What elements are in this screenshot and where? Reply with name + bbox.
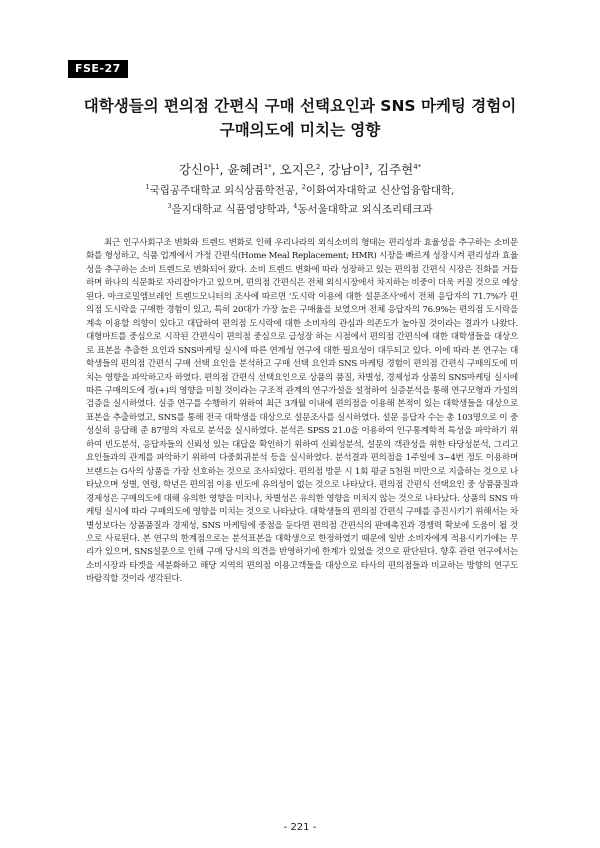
author-name: 강신아 [178, 162, 216, 178]
affiliation-line-1 [40, 180, 560, 199]
title-line-1: 대학생들의 편의점 간편식 구매 선택요인과 SNS 마케팅 경험이 [83, 97, 517, 115]
author-sup: 1 [215, 163, 220, 171]
author-list: 강신아$^1$, 윤혜려$^{1*}$, 오지은$^2$, 강남이$^3$, 김주현$^{4*}$ [178, 162, 422, 178]
affiliation-sup: 1 [145, 183, 150, 191]
affiliation-line-2 [40, 199, 560, 218]
affiliation-text: 동서울대학교 외식조리테크과 [297, 203, 433, 215]
affiliation-sup: 2 [301, 183, 306, 191]
session-code-badge: FSE-27 [68, 60, 128, 78]
affiliation-text: 국립공주대학교 외식상품학전공, [149, 184, 302, 197]
author-name: 윤혜려 [227, 162, 264, 178]
author-sup: 1* [263, 163, 272, 171]
author-name: 오지은 [279, 162, 316, 178]
title-line-2: 구매의도에 미치는 영향 [219, 121, 381, 139]
author-name: 김주현 [376, 162, 414, 178]
page-number: - 221 - [283, 822, 317, 833]
author-name: 강남이 [328, 162, 365, 178]
author-sup: 2 [315, 163, 321, 171]
affiliation-text: 을지대학교 식품영양학과, [171, 203, 294, 215]
affiliation-text: 이화여자대학교 신산업융합대학, [305, 184, 455, 197]
author-sup: 4* [413, 163, 422, 171]
paper-title [40, 94, 560, 142]
author-sup: 3 [364, 163, 369, 171]
affiliations [40, 180, 560, 217]
affiliation-sup: 4 [293, 201, 298, 210]
abstract-body: 최근 인구사회구조 변화와 트렌드 변화로 인해 우리나라의 외식소비의 형태는 편리성과 효율성을 추구하는 소비문화를 형성하고, 식품 업계에서 가정 간편식(Home Meal Replacement; HMR) 시장을 빠르게 성장시켜 편리성과 효율성을 추구하는 소비 트렌드로 변화되어 왔다. 소비 트렌드 변화에 따라 성장하고 있는 편의점 간편식 시장은 진화를 거듭하며 하나의 식문화로 자리잡아가고 있으며, 편의점 간편식은 전체 외식시장에서 차지하는 비중이 더욱 커질 것으로 예상된다. 마크로밀엠브레인 트렌드모니터의 조사에 따르면 '도시락 이용에 대한 설문조사'에서 전체 응답자의 71.7%가 편의점 도시락을 구매한 경험이 있고, 특히 20대가 가장 높은 구매율을 보였으며 전체 응답자의 76.9%는 편의점 도시락을 계속 이용할 의향이 있다고 대답하여 편의점 도시락에 대한 소비자의 관심과 의존도가 높아질 것이라는 결과가 나왔다. 대형마트를 중심으로 시작된 간편식이 편의점 중심으로 급성장 하는 시점에서 편의점 간편식에 대한 대학생들을 대상으로 표본을 추출한 요인과 SNS마케팅 실시에 따른 연계성 연구에 대한 필요성이 대두되고 있다. 이에 따라 본 연구는 대학생들의 편의점 간편식 구매 선택 요인을 분석하고 구매 선택 요인과 SNS 마케팅 경험이 편의점 간편식 구매의도에 미치는 영향을 파악하고자 하였다. 편의점 간편식 선택요인으로 상품의 품질, 차별성, 경제성과 상품의 SNS마케팅 실시에 따른 구매의도에 정(+)의 영향을 미칠 것이라는 구조적 관계의 연구가설을 설정하여 실증분석을 통해 연구모형과 가설의 검증을 실시하였다. 실증 연구를 수행하기 위하여 최근 3개월 이내에 편의점을 이용해 본적이 있는 대학생들을 대상으로 표본을 추출하였고, SNS를 통해 전국 대학생을 대상으로 설문조사를 실시하였다. 설문 응답자 수는 총 103명으로 이 중 성실히 응답해 준 87명의 자료로 분석을 실시하였다. 분석은 SPSS 21.0을 이용하여 인구통계학적 특성을 파악하기 위하여 빈도분석, 응답자들의 신뢰성 있는 대답을 확인하기 위하여 신뢰성분석, 설문의 객관성을 위한 타당성분석, 그리고 요인들과의 관계를 파악하기 위하여 다중회귀분석 등을 실시하였다. 분석결과 편의점을 1주일에 3~4번 정도 이용하며 브랜드는 G사의 상품을 가장 선호하는 것으로 조사되었다. 편의점 방문 시 1회 평균 5천원 미만으로 지출하는 것으로 나타났으며 성별, 연령, 학년은 편의점 이용 빈도에 유의성이 없는 것으로 나타났다. 편의점 간편식 선택요인 중 상품품질과 경제성은 구매의도에 대해 유의한 영향을 미치나, 차별성은 유의한 영향을 미치지 않는 것으로 나타났다. 상품의 SNS 마케팅 실시에 따라 구매의도에 영향을 미치는 것으로 나타났다. 대학생들의 편의점 간편식 구매를 증진시키기 위해서는 차별성보다는 상품품질과 경제성, SNS 마케팅에 중점을 둔다면 편의점 간편식의 판매촉진과 경쟁력 확보에 도움이 될 것으로 사료된다. 본 연구의 한계점으로는 분석표본을 대학생으로 한정하였기 때문에 일반 소비자에게 적용시키기에는 무리가 있으며, SNS설문으로 인해 구매 당시의 의견을 반영하기에 한계가 있었을 것으로 판단된다. 향후 관련 연구에서는 소비시장과 타겟을 세분화하고 해당 지역의 편의점 이용고객들을 대상으로 타사의 편의점들과 비교하는 방향의 연구도 바람직할 것이라 생각된다. [86, 238, 518, 585]
affiliation-sup: 3 [167, 201, 172, 210]
